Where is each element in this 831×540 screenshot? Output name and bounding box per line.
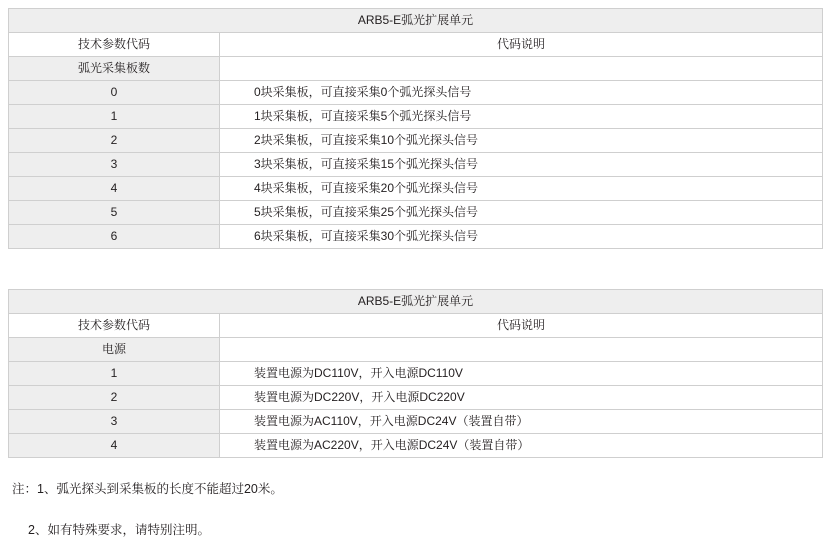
spec-table-arc-collector-boards — [8, 8, 823, 249]
table-row — [9, 362, 823, 386]
cell-code: 4 — [9, 434, 220, 458]
cell-code: 1 — [9, 105, 220, 129]
cell-code: 3 — [9, 410, 220, 434]
table-row — [9, 434, 823, 458]
cell-description: 装置电源为AC110V，开入电源DC24V（装置自带） — [220, 410, 823, 434]
table-row — [9, 386, 823, 410]
cell-code: 5 — [9, 201, 220, 225]
table-row — [9, 177, 823, 201]
column-header-description: 代码说明 — [220, 33, 823, 57]
table-title: ARB5-E弧光扩展单元 — [9, 290, 823, 314]
cell-description: 装置电源为DC220V，开入电源DC220V — [220, 386, 823, 410]
column-header-code: 技术参数代码 — [9, 314, 220, 338]
cell-description: 装置电源为AC220V，开入电源DC24V（装置自带） — [220, 434, 823, 458]
cell-description: 0块采集板，可直接采集0个弧光探头信号 — [220, 81, 823, 105]
group-label: 电源 — [9, 338, 220, 362]
note-line-1: 注：1、弧光探头到采集板的长度不能超过20米。 — [12, 482, 283, 496]
cell-code: 3 — [9, 153, 220, 177]
table-title: ARB5-E弧光扩展单元 — [9, 9, 823, 33]
spec-table-power-supply — [8, 289, 823, 458]
table-header-row — [9, 314, 823, 338]
table-row — [9, 105, 823, 129]
table-header-row — [9, 33, 823, 57]
table-title-row — [9, 290, 823, 314]
table-row — [9, 410, 823, 434]
table-group-row — [9, 338, 823, 362]
cell-description: 6块采集板，可直接采集30个弧光探头信号 — [220, 225, 823, 249]
cell-code: 2 — [9, 129, 220, 153]
column-header-code: 技术参数代码 — [9, 33, 220, 57]
group-empty-cell — [220, 338, 823, 362]
table-row — [9, 81, 823, 105]
cell-code: 0 — [9, 81, 220, 105]
cell-code: 2 — [9, 386, 220, 410]
cell-description: 4块采集板，可直接采集20个弧光探头信号 — [220, 177, 823, 201]
table-group-row — [9, 57, 823, 81]
column-header-description: 代码说明 — [220, 314, 823, 338]
cell-description: 装置电源为DC110V，开入电源DC110V — [220, 362, 823, 386]
cell-description: 2块采集板，可直接采集10个弧光探头信号 — [220, 129, 823, 153]
cell-code: 6 — [9, 225, 220, 249]
cell-description: 3块采集板，可直接采集15个弧光探头信号 — [220, 153, 823, 177]
cell-description: 5块采集板，可直接采集25个弧光探头信号 — [220, 201, 823, 225]
cell-code: 1 — [9, 362, 220, 386]
table-row — [9, 201, 823, 225]
group-empty-cell — [220, 57, 823, 81]
table-row — [9, 225, 823, 249]
note-line-2: 2、如有特殊要求，请特别注明。 — [28, 522, 210, 537]
table-title-row — [9, 9, 823, 33]
group-label: 弧光采集板数 — [9, 57, 220, 81]
table-row — [9, 129, 823, 153]
cell-code: 4 — [9, 177, 220, 201]
cell-description: 1块采集板，可直接采集5个弧光探头信号 — [220, 105, 823, 129]
table-row — [9, 153, 823, 177]
notes-section — [8, 480, 823, 540]
table-spacer — [8, 249, 823, 289]
